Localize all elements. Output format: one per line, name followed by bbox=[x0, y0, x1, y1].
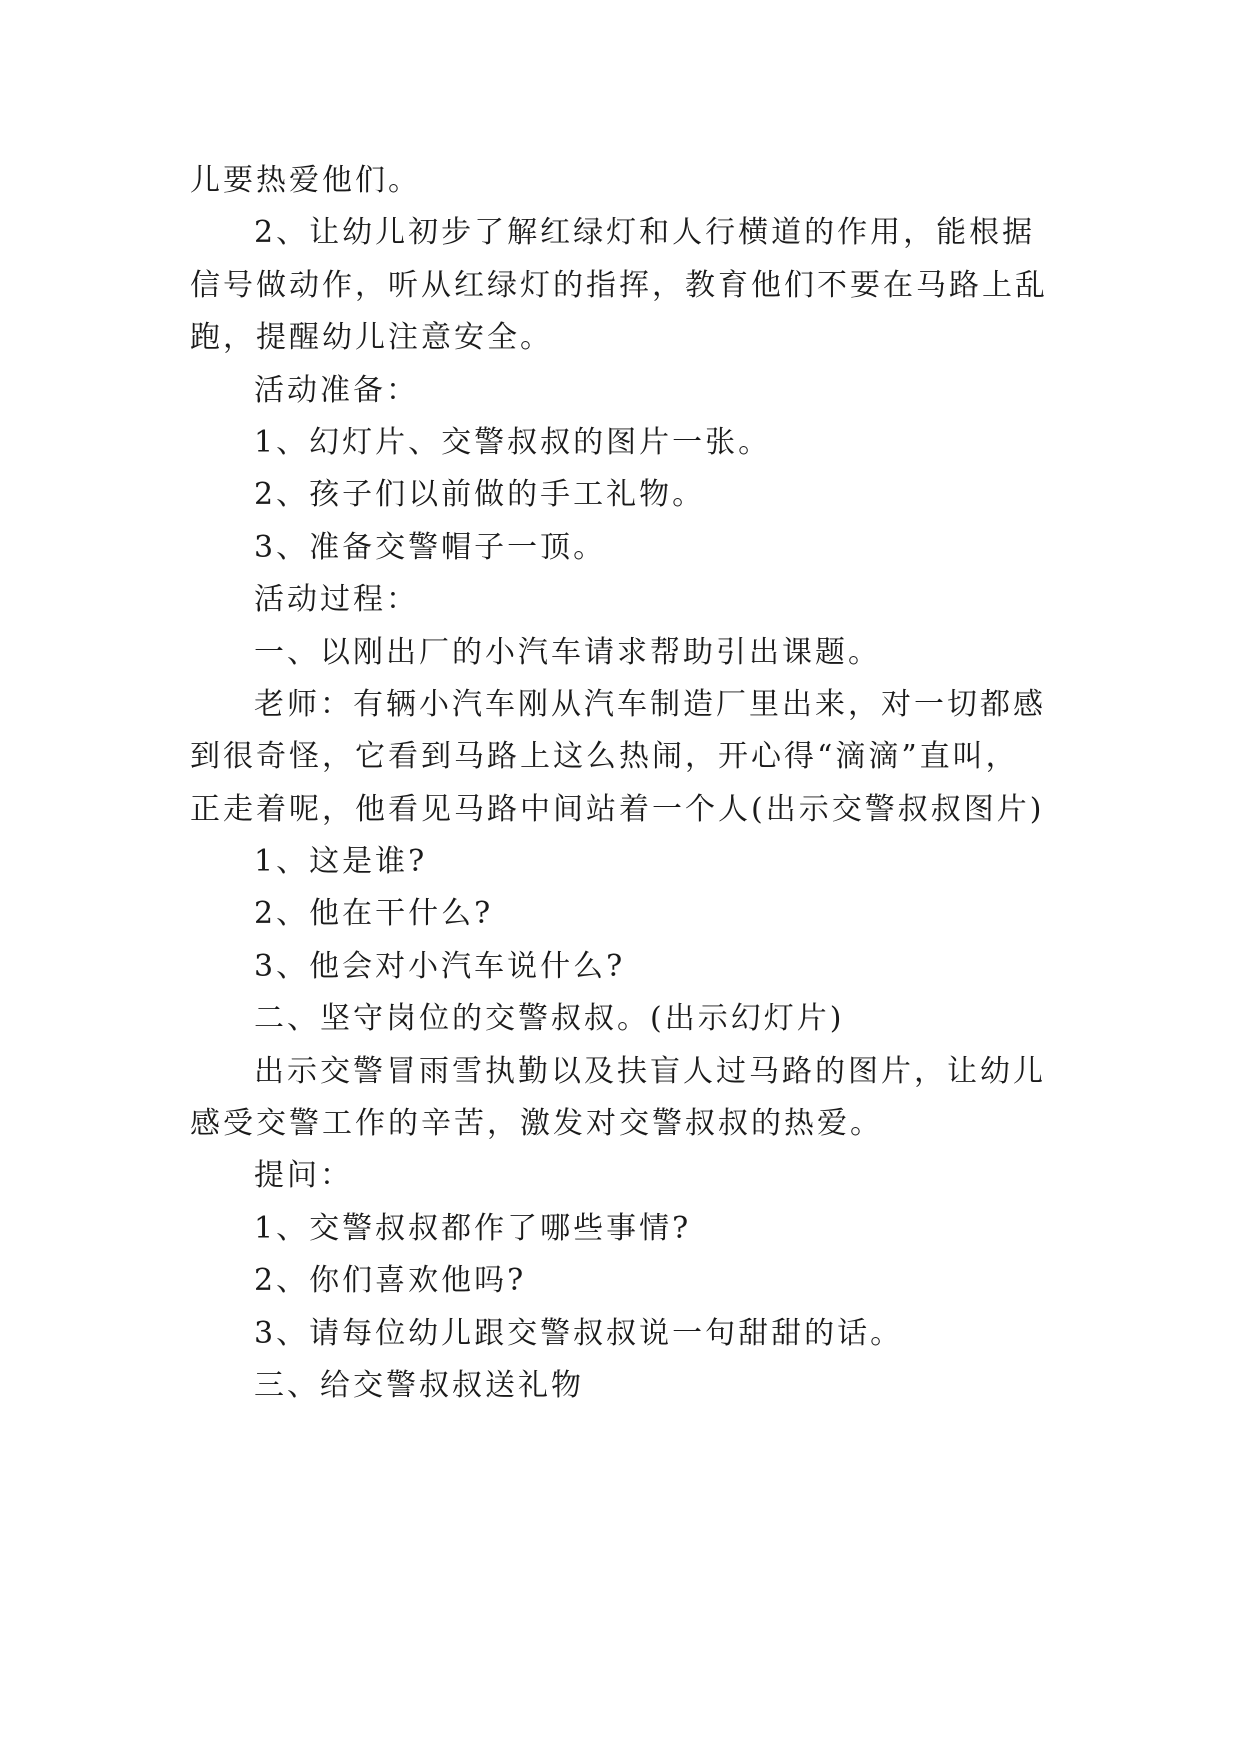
step-heading: 三、给交警叔叔送礼物 bbox=[254, 1367, 584, 1403]
section-heading: 活动过程： bbox=[254, 582, 419, 618]
text-line: 正走着呢，他看见马路中间站着一个人(出示交警叔叔图片) bbox=[190, 791, 1045, 827]
list-item: 2、孩子们以前做的手工礼物。 bbox=[254, 477, 706, 513]
text-line: 老师：有辆小汽车刚从汽车制造厂里出来，对一切都感 bbox=[254, 686, 1046, 722]
list-item: 3、请每位幼儿跟交警叔叔说一句甜甜的话。 bbox=[254, 1315, 904, 1351]
list-item: 2、你们喜欢他吗? bbox=[254, 1263, 527, 1299]
list-item: 1、这是谁? bbox=[254, 844, 428, 880]
text-line: 2、让幼儿初步了解红绿灯和人行横道的作用，能根据 bbox=[254, 215, 1036, 251]
text-line: 感受交警工作的辛苦，激发对交警叔叔的热爱。 bbox=[190, 1106, 883, 1142]
list-item: 1、交警叔叔都作了哪些事情? bbox=[254, 1210, 692, 1246]
list-item: 3、准备交警帽子一顶。 bbox=[254, 529, 607, 565]
document-body bbox=[190, 155, 1050, 1412]
text-line: 到很奇怪，它看到马路上这么热闹，开心得“滴滴”直叫， bbox=[190, 739, 1019, 775]
list-item: 2、他在干什么? bbox=[254, 896, 494, 932]
step-heading: 二、坚守岗位的交警叔叔。(出示幻灯片) bbox=[254, 1001, 845, 1037]
text-line: 跑，提醒幼儿注意安全。 bbox=[190, 320, 553, 356]
text-line: 儿要热爱他们。 bbox=[190, 163, 421, 198]
step-heading: 一、以刚出厂的小汽车请求帮助引出课题。 bbox=[254, 634, 881, 670]
text-line: 信号做动作，听从红绿灯的指挥，教育他们不要在马路上乱 bbox=[190, 267, 1048, 303]
section-heading: 活动准备： bbox=[254, 372, 419, 408]
text-line: 出示交警冒雨雪执勤以及扶盲人过马路的图片，让幼儿 bbox=[254, 1053, 1046, 1089]
list-item: 1、幻灯片、交警叔叔的图片一张。 bbox=[254, 424, 772, 460]
section-heading: 提问： bbox=[254, 1158, 353, 1194]
list-item: 3、他会对小汽车说什么? bbox=[254, 948, 626, 984]
